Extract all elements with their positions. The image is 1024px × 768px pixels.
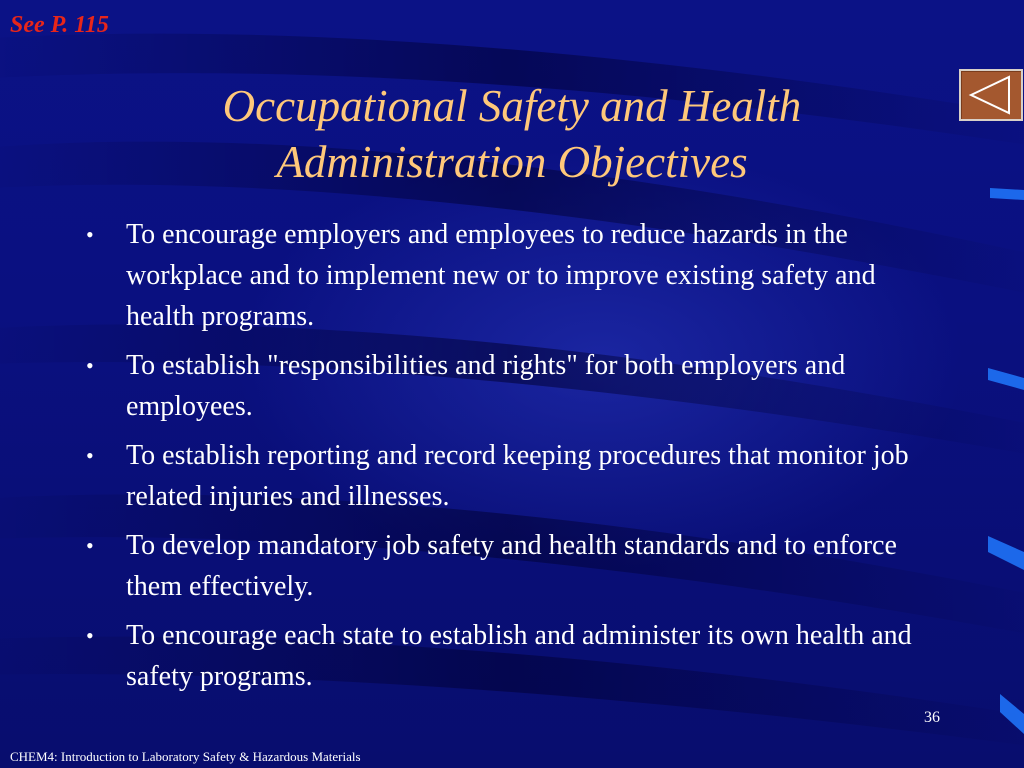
bullet-icon: •	[86, 443, 94, 468]
bullet-icon: •	[86, 222, 94, 247]
bullet-list	[86, 214, 946, 705]
bullet-icon: •	[86, 353, 94, 378]
bullet-item	[86, 214, 946, 337]
bullet-item	[86, 345, 946, 427]
bullet-icon: •	[86, 533, 94, 558]
bullet-text: To establish "responsibilities and rights" for both employers and employees.	[126, 350, 846, 422]
bullet-item	[86, 615, 946, 697]
bullet-text: To encourage employers and employees to reduce hazards in the workplace and to implement new or to improve existing safety and health programs.	[126, 219, 876, 332]
bullet-item	[86, 525, 946, 607]
bullet-text: To develop mandatory job safety and health standards and to enforce them effectively.	[126, 530, 897, 602]
slide-title: Occupational Safety and Health Administration Objectives	[222, 81, 802, 187]
previous-slide-button[interactable]	[959, 69, 1023, 121]
bullet-text: To encourage each state to establish and administer its own health and safety programs.	[126, 620, 912, 692]
page-reference: See P. 115	[10, 12, 109, 38]
bullet-text: To establish reporting and record keeping procedures that monitor job related injuries and illnesses.	[126, 440, 909, 512]
triangle-left-icon	[961, 71, 1021, 119]
page-number: 36	[924, 709, 940, 726]
bullet-item	[86, 435, 946, 517]
bullet-icon: •	[86, 623, 94, 648]
footer-course-title: CHEM4: Introduction to Laboratory Safety & Hazardous Materials	[10, 749, 361, 764]
